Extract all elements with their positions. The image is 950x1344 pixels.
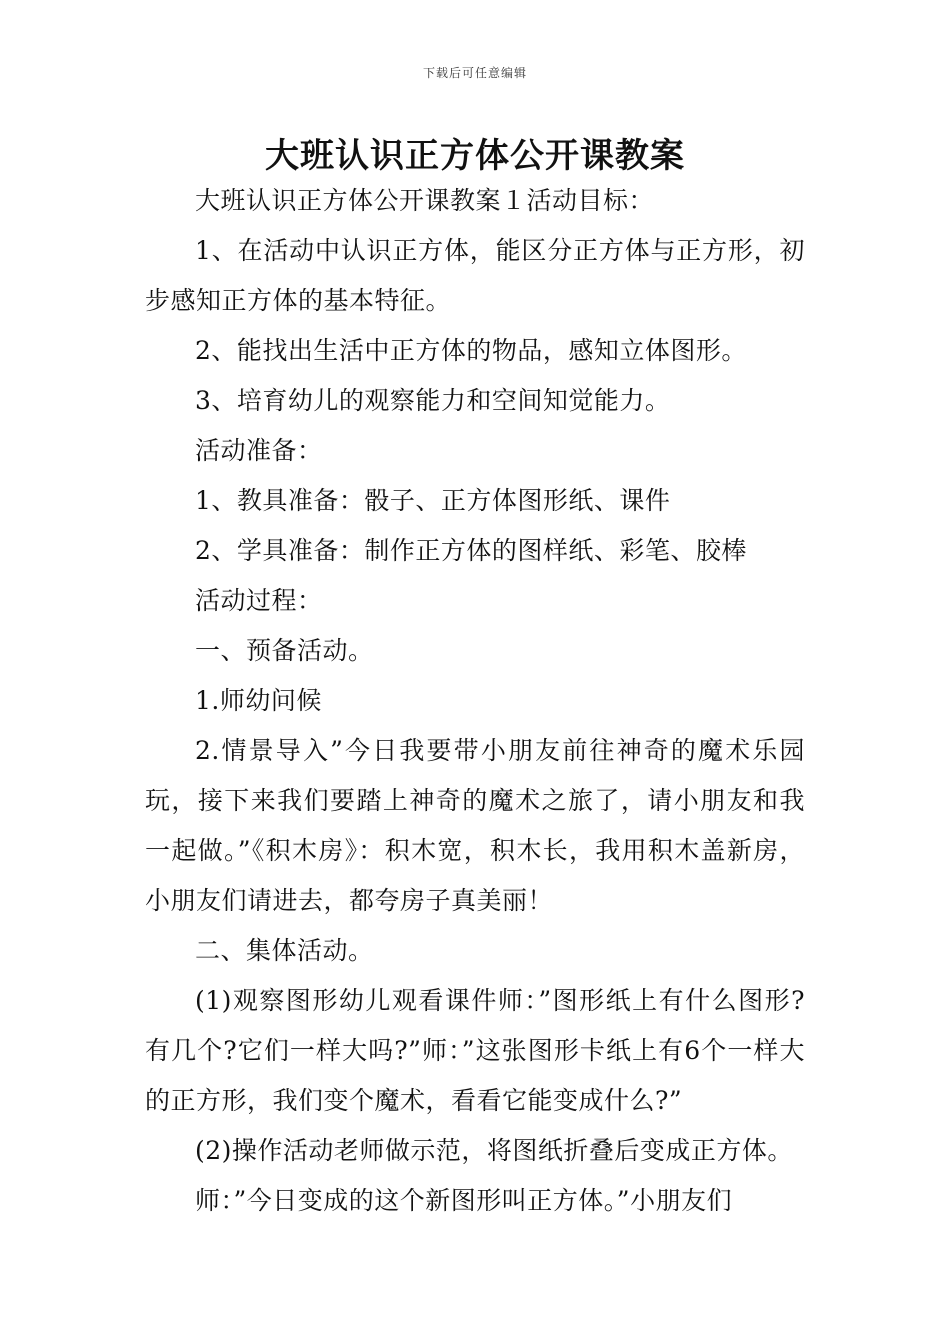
paragraph: 2.情景导入”今日我要带小朋友前往神奇的魔术乐园玩，接下来我们要踏上神奇的魔术之旅了，请小朋友和我一起做。”《积木房》：积木宽，积木长，我用积木盖新房，小朋友们请进去，都夸房子真美丽！: [145, 736, 805, 915]
document-body: [145, 176, 805, 1226]
paragraph: 大班认识正方体公开课教案１活动目标：: [195, 186, 655, 215]
paragraph: 2、学具准备：制作正方体的图样纸、彩笔、胶棒: [195, 536, 747, 565]
paragraph: 活动准备：: [195, 436, 323, 465]
paragraph: 师：”今日变成的这个新图形叫正方体。”小朋友们: [195, 1186, 733, 1215]
paragraph: (2)操作活动老师做示范，将图纸折叠后变成正方体。: [195, 1136, 793, 1165]
paragraph: 活动过程：: [195, 586, 323, 615]
page-header: 下载后可任意编辑: [422, 66, 527, 80]
paragraph: 3、培育幼儿的观察能力和空间知觉能力。: [195, 386, 671, 415]
paragraph: 二、集体活动。: [195, 936, 374, 965]
document-title: 大班认识正方体公开课教案: [265, 136, 685, 176]
paragraph: 一、预备活动。: [195, 636, 374, 665]
paragraph: 1.师幼问候: [195, 686, 322, 715]
paragraph: (1)观察图形幼儿观看课件师：”图形纸上有什么图形?有几个?它们一样大吗?”师：”这张图形卡纸上有6个一样大的正方形，我们变个魔术，看看它能变成什么?”: [145, 986, 805, 1115]
paragraph: 1、在活动中认识正方体，能区分正方体与正方形，初步感知正方体的基本特征。: [145, 236, 805, 315]
paragraph: 1、教具准备：骰子、正方体图形纸、课件: [195, 486, 671, 515]
paragraph: 2、能找出生活中正方体的物品，感知立体图形。: [195, 336, 747, 365]
